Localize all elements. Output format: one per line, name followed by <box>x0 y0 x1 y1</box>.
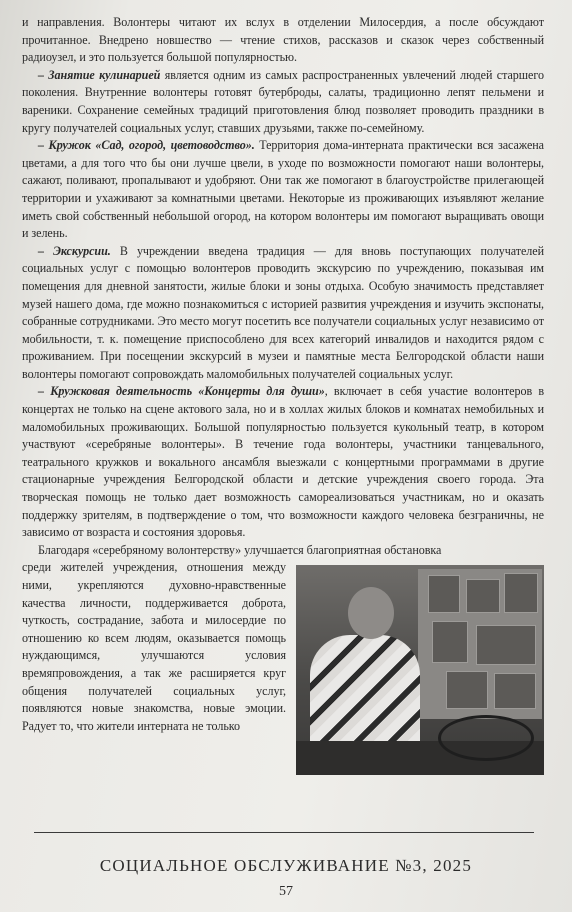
paragraph-reading <box>22 14 544 67</box>
paragraph-garden-text: Территория дома-интерната практически вся засажена цветами, а для того что бы они лучше цвели, в уходе по возможности помогают наши волонтеры, сажают, поливают, пропалывают и удобряют. Они так же помогают в благоустройстве прилегающей территории и ухаживают за комнатными цветами. Некоторые из проживающих изъявляют желание иметь свой собственный небольшой огород, на котором волонтеры им помогают выращивать овощи и зелень. <box>22 138 544 241</box>
paragraph-excursions <box>22 243 544 384</box>
paragraph-cooking <box>22 67 544 137</box>
paragraph-cooking-text: является одним из самых распространенных увлечений людей старшего поколения. Внутренние волонтеры готовят бутерброды, салаты, традиционно лепят пельмени и вареники. Сохранение семейных традиций приготовления блюд позволяет проводить праздники в кругу получателей социальных услуг, ставших друзьями, также по-семейному. <box>22 67 544 135</box>
paragraph-conclusion-first-text: Благодаря «серебряному волонтерству» улучшается благоприятная обстановка <box>38 542 442 557</box>
paragraph-concerts-text: , включает в себя участие волонтеров в концертах не только на сцене актового зала, но и в холлах жилых блоков и комнатах немобильных и маломобильных проживающих. Большой популярностью пользуется кукольный театр, в котором участвуют «серебряные волонтеры». В течение года волонтеры, участники танцевального, театрального кружков и вокального ансамбля выезжали с концертными программами в другие стационарные учреждения Белгородской области и детские учреждения своего города. Эта творческая помощь не только дает возможность самореализоваться участникам, но и оказать поддержку зрителям, в подтверждение о том, что возможности каждого человека безграничны, не зависимо от возраста и состояния здоровья. <box>22 384 544 540</box>
paragraph-concerts <box>22 383 544 541</box>
photo-poster <box>428 575 460 613</box>
lead-concerts: – Кружковая деятельность «Концерты для души» <box>38 384 325 399</box>
page-number: 57 <box>279 884 293 899</box>
journal-footer: СОЦИАЛЬНОЕ ОБСЛУЖИВАНИЕ №3, 2025 <box>99 856 473 875</box>
photo-text-block <box>22 559 544 735</box>
paragraph-conclusion-first <box>22 542 544 560</box>
paragraph-garden <box>22 137 544 243</box>
article-body <box>22 14 544 779</box>
photo-poster <box>494 673 536 709</box>
paragraph-excursions-text: В учреждении введена традиция — для вновь поступающих получателей социальных услуг с помощью волонтеров проводить экскурсию по учреждению, показывая им помещения для дневной занятости, жилые блоки и зоны отдыха. Особую значимость представляет музей нашего дома, где можно познакомиться с историей развития учреждения и изучить экспонаты, собранные сотрудниками. Это место могут посетить все получатели социальных услуг независимо от мобильности, т. к. помещение приспособлено для всех категорий инвалидов и находится рядом с проживанием. При посещении экскурсий в музеи и памятные места Белгородской области наши волонтеры помогают сопровождать маломобильных получателей социальных услуг. <box>22 243 545 381</box>
photo-poster <box>466 579 500 613</box>
photo-poster <box>432 621 468 663</box>
photo-poster <box>446 671 488 709</box>
volunteer-photo <box>296 565 544 775</box>
lead-cooking: – Занятие кулинарией <box>38 67 161 82</box>
photo-person-body <box>310 635 420 755</box>
photo-person-head <box>348 587 394 639</box>
photo-poster <box>476 625 536 665</box>
footer-rule <box>34 832 534 833</box>
lead-excursions: – Экскурсии. <box>38 243 111 258</box>
paragraph-conclusion-rest-text: среди жителей учреждения, отношения между ними, укрепляются духовно-нравственные качества личности, поддерживается доброта, чуткость, сострадание, забота и милосердие по отношению ко всем людям, оказывается помощь нуждающимся, улучшаются условия времяпровождения, а так же расширяется круг общения получателей социальных услуг, появляются новые знакомства, новые эмоции. Радует то, что жители интерната не только <box>22 560 286 733</box>
paragraph-reading-text: и направления. Волонтеры читают их вслух в отделении Милосердия, а после обсуждают прочитанное. Внедрено новшество — чтение стихов, рассказов и сказок через собственный радиоузел, и это пользуется большой популярностью. <box>22 15 544 65</box>
photo-poster <box>504 573 538 613</box>
lead-garden: – Кружок «Сад, огород, цветоводство». <box>38 138 255 153</box>
